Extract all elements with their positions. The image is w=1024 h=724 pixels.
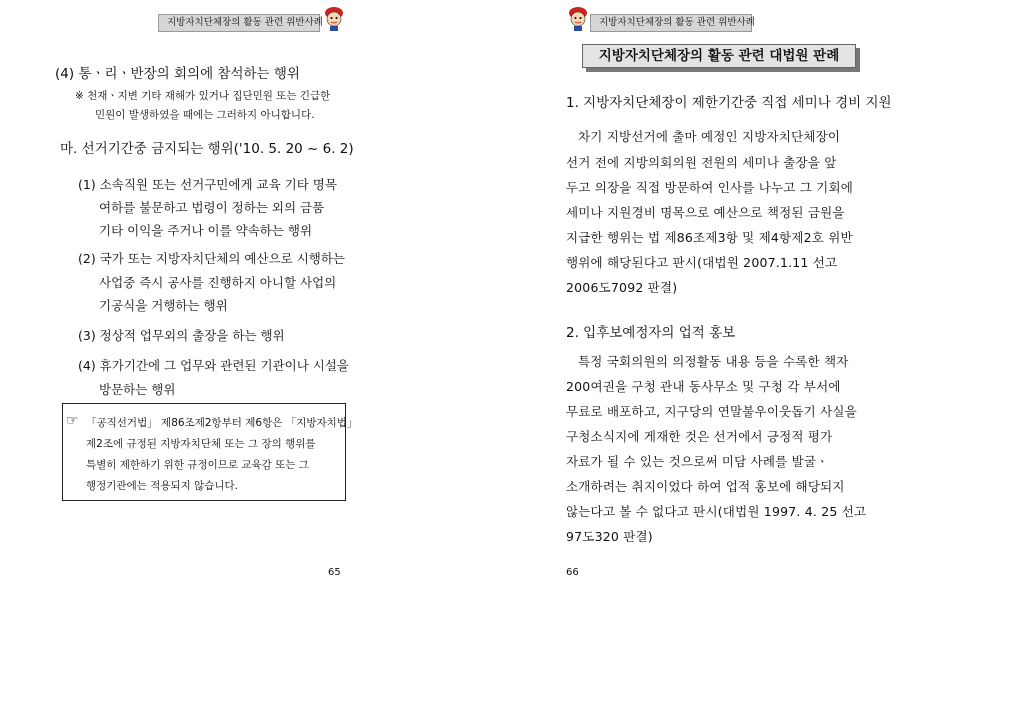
section-2-line-2: 200여권을 구청 관내 동사무소 및 구청 각 부서에	[566, 379, 841, 394]
section-1-line-5: 지급한 행위는 법 제86조제3항 및 제4항제2호 위반	[566, 230, 853, 245]
cartoon-mascot-icon	[323, 6, 345, 32]
pointing-hand-icon: ☞	[66, 413, 79, 429]
notice-line-2: 제2조에 규정된 지방자치단체 또는 그 장의 행위를	[86, 438, 316, 450]
list-item-2-line-3: 기공식을 거행하는 행위	[99, 298, 228, 313]
section-1-line-4: 세미나 지원경비 명목으로 예산으로 책정된 금원을	[566, 205, 845, 220]
section-1-line-7: 2006도7092 판결)	[566, 280, 678, 295]
list-item-1-line-3: 기타 이익을 주거나 이를 약속하는 행위	[99, 223, 313, 238]
notice-line-4: 행정기관에는 적용되지 않습니다.	[86, 480, 239, 492]
section-1-line-3: 두고 의장을 직접 방문하여 인사를 나누고 그 기회에	[566, 180, 853, 195]
cartoon-mascot-icon	[567, 6, 589, 32]
section-1-line-6: 행위에 해당된다고 판시(대법원 2007.1.11 선고	[566, 255, 838, 270]
notice-line-1: 「공직선거법」 제86조제2항부터 제6항은 「지방자치법」	[86, 417, 358, 429]
section-2-line-8: 97도320 판결)	[566, 529, 653, 544]
running-header: 지방자치단체장의 활동 관련 위반사례	[590, 14, 752, 32]
list-item-1-line-2: 여하를 불문하고 법령이 정하는 외의 금품	[99, 200, 325, 215]
section-2-line-5: 자료가 될 수 있는 것으로써 미담 사례를 발굴ㆍ	[566, 454, 829, 469]
notice-line-3: 특별히 제한하기 위한 규정이므로 교육감 또는 그	[86, 459, 309, 471]
section-2-line-1: 특정 국회의원의 의정활동 내용 등을 수록한 책자	[578, 354, 849, 369]
list-item-4-line-2: 방문하는 행위	[99, 382, 176, 397]
section-1-heading: 1. 지방자치단체장이 제한기간중 직접 세미나 경비 지원	[566, 95, 892, 111]
list-item-1-line-1: (1) 소속직원 또는 선거구민에게 교육 기타 명목	[78, 177, 337, 192]
item-4-heading: (4) 통ㆍ리ㆍ반장의 회의에 참석하는 행위	[55, 66, 300, 82]
list-item-2-line-2: 사업중 즉시 공사를 진행하지 아니할 사업의	[99, 275, 337, 290]
section-2-line-4: 구청소식지에 게재한 것은 선거에서 긍정적 평가	[566, 429, 833, 444]
page-number: 66	[566, 567, 579, 578]
page-number: 65	[328, 567, 341, 578]
section-1-line-2: 선거 전에 지방의회의원 전원의 세미나 출장을 앞	[566, 155, 837, 170]
page-title: 지방자치단체장의 활동 관련 대법원 판례	[582, 44, 856, 68]
section-2-line-3: 무료로 배포하고, 지구당의 연말불우이웃돕기 사실을	[566, 404, 857, 419]
section-2-line-6: 소개하려는 취지이었다 하여 업적 홍보에 해당되지	[566, 479, 845, 494]
list-item-2-line-1: (2) 국가 또는 지방자치단체의 예산으로 시행하는	[78, 251, 345, 266]
section-1-line-1: 차기 지방선거에 출마 예정인 지방자치단체장이	[578, 129, 841, 144]
item-4-note-line-2: 민원이 발생하였을 때에는 그러하지 아니합니다.	[95, 109, 315, 121]
section-ma-heading: 마. 선거기간중 금지되는 행위('10. 5. 20 ~ 6. 2)	[60, 141, 354, 157]
list-item-3-line-1: (3) 정상적 업무외의 출장을 하는 행위	[78, 328, 285, 343]
running-header: 지방자치단체장의 활동 관련 위반사례	[158, 14, 320, 32]
page-66	[512, 0, 1024, 724]
section-2-line-7: 않는다고 볼 수 없다고 판시(대법원 1997. 4. 25 선고	[566, 504, 867, 519]
section-2-heading: 2. 입후보예정자의 업적 홍보	[566, 325, 736, 341]
item-4-note-line-1: ※ 천재ㆍ지변 기타 재해가 있거나 집단민원 또는 긴급한	[75, 90, 331, 102]
list-item-4-line-1: (4) 휴가기간에 그 업무와 관련된 기관이나 시설을	[78, 358, 349, 373]
